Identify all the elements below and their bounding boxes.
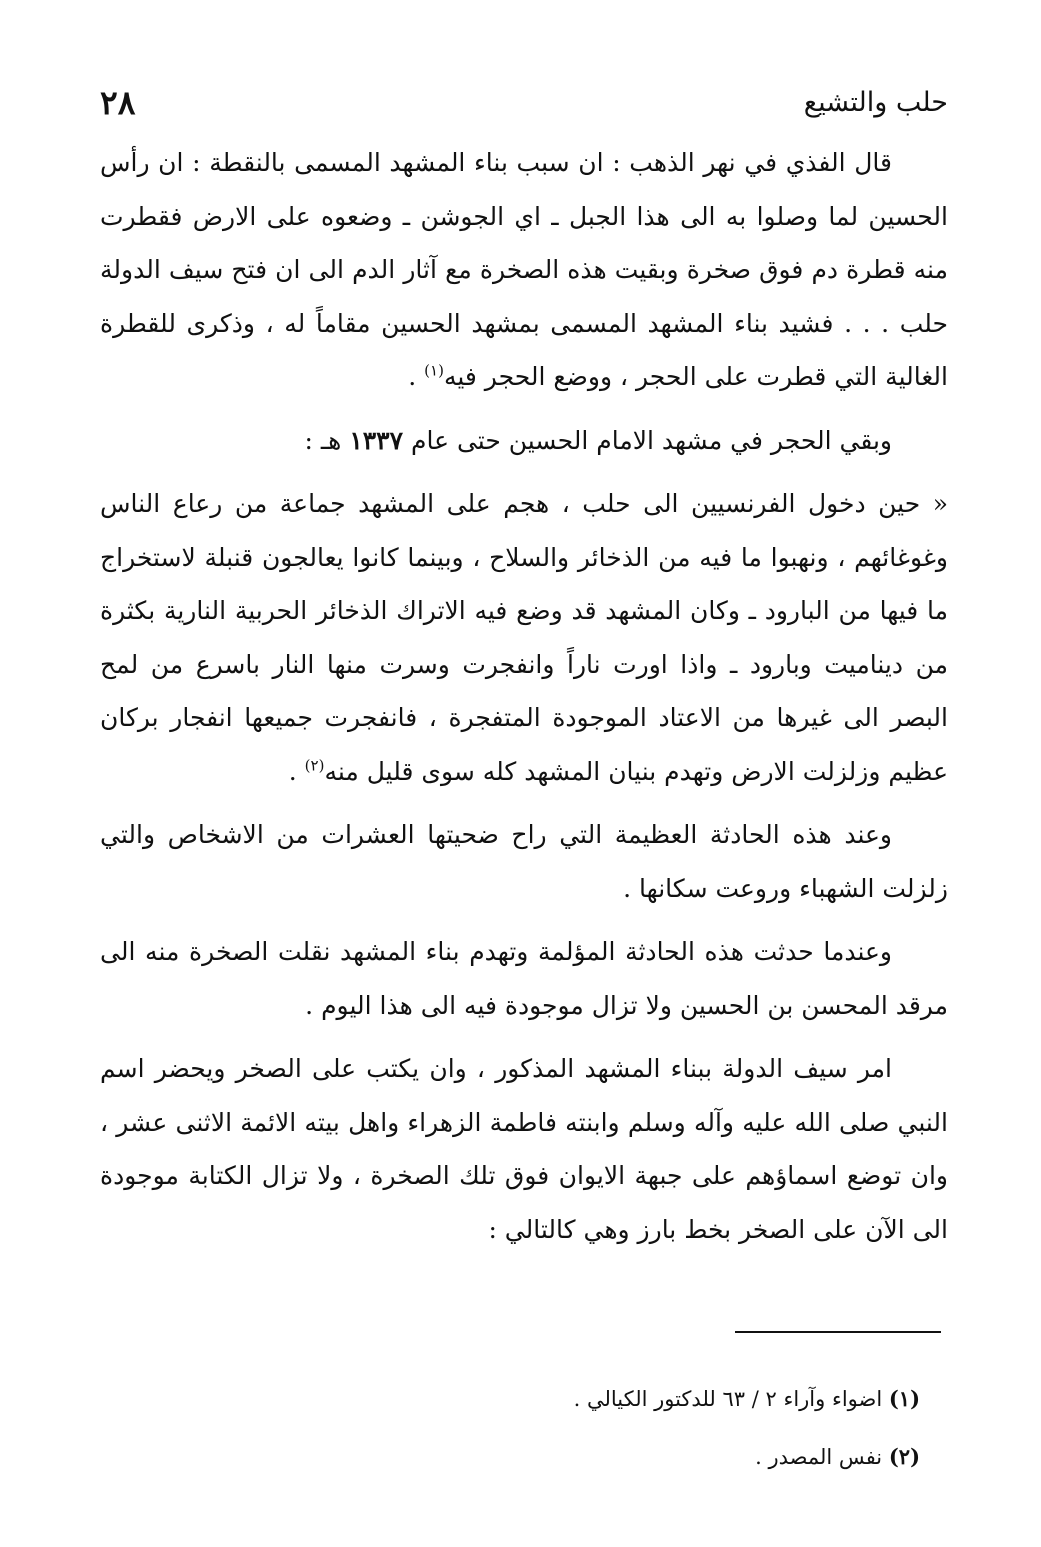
footnote-divider xyxy=(735,1331,941,1333)
paragraph-tail: . xyxy=(408,362,425,391)
footnote-1 xyxy=(300,1370,920,1428)
page-header xyxy=(100,78,948,128)
footnote-number: (٢) xyxy=(888,1444,920,1469)
paragraph-6 xyxy=(100,1042,948,1256)
paragraph-text: امر سيف الدولة ببناء المشهد المذكور ، وان يكتب على الصخر ويحضر اسم النبي صلى الله عليه وآله وسلم وابنته فاطمة الزهراء واهل بيته الائمة الاثنى عشر ، وان توضع اسماؤهم على جبهة الايوان فوق تلك الصخرة ، ولا تزال الكتابة موجودة الى الآن على الصخر بخط بارز وهي كالتالي : xyxy=(100,1054,948,1244)
paragraph-text: وعندما حدثت هذه الحادثة المؤلمة وتهدم بناء المشهد نقلت الصخرة منه الى مرقد المحسن بن الحسين ولا تزال موجودة فيه الى هذا اليوم . xyxy=(100,937,948,1020)
paragraph-2 xyxy=(100,414,948,468)
paragraph-5 xyxy=(100,925,948,1032)
page-number: ٢٨ xyxy=(100,83,136,122)
running-head: حلب والتشيع xyxy=(803,87,948,118)
paragraph-text-end: هـ : xyxy=(304,425,350,455)
paragraph-text: « حين دخول الفرنسيين الى حلب ، هجم على المشهد جماعة من رعاع الناس وغوغائهم ، ونهبوا ما فيه من الذخائر والسلاح ، وبينما كانوا يعالجون قنبلة لاستخراج ما فيها من البارود ـ وكان المشهد قد وضع فيه الاتراك الذخائر الحربية النارية بكثرة من ديناميت وبارود ـ واذا اورت ناراً وانفجرت وسرت منها النار باسرع من لمح البصر الى غيرها من الاعتاد الموجودة المتفجرة ، فانفجرت جميعها انفجار بركان عظيم وزلزلت الارض وتهدم بنيان المشهد كله سوى قليل منه xyxy=(100,489,948,786)
footnote-ref: (٢) xyxy=(304,756,325,775)
footnotes xyxy=(300,1370,920,1486)
paragraph-4 xyxy=(100,808,948,915)
paragraph-1 xyxy=(100,136,948,404)
paragraph-text: وبقي الحجر في مشهد الامام الحسين حتى عام xyxy=(403,425,892,455)
paragraph-3-quote xyxy=(100,477,948,798)
footnote-number: (١) xyxy=(888,1386,920,1411)
body-text xyxy=(100,136,948,1266)
footnote-2 xyxy=(300,1428,920,1486)
footnote-text: نفس المصدر . xyxy=(755,1445,889,1469)
year-value: ١٣٣٧ xyxy=(349,425,404,455)
paragraph-text: وعند هذه الحادثة العظيمة التي راح ضحيتها العشرات من الاشخاص والتي زلزلت الشهباء وروعت سكانها . xyxy=(100,820,948,903)
paragraph-text: قال الفذي في نهر الذهب : ان سبب بناء المشهد المسمى بالنقطة : ان رأس الحسين لما وصلوا به الى هذا الجبل ـ اي الجوشن ـ وضعوه على الارض فقطرت منه قطرة دم فوق صخرة وبقيت هذه الصخرة مع آثار الدم الى ان فتح سيف الدولة حلب . . . فشيد بناء المشهد المسمى بمشهد الحسين مقاماً له ، وذكرى للقطرة الغالية التي قطرت على الحجر ، ووضع الحجر فيه xyxy=(100,148,948,391)
footnote-ref: (١) xyxy=(424,361,444,380)
paragraph-tail: . xyxy=(288,756,305,786)
footnote-text: اضواء وآراء ٢ / ٦٣ للدكتور الكيالي . xyxy=(573,1387,889,1411)
